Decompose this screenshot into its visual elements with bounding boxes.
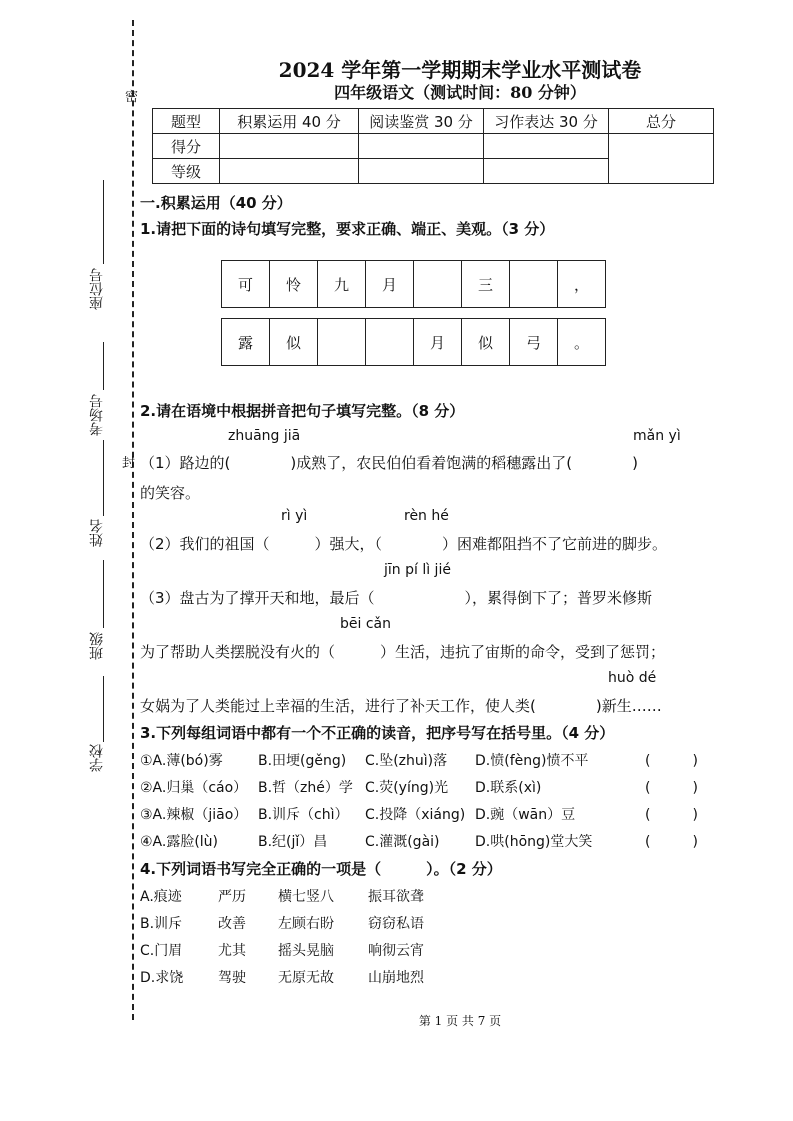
pinyin-beican: bēi cǎn bbox=[340, 616, 391, 632]
q3-option-b: B.纪(jǐ）昌 bbox=[258, 834, 328, 850]
q2-sentence2: （2）我们的祖国（ ）强大，（ ）困难都阻挡不了它前进的脚步。 bbox=[140, 535, 668, 553]
school-line[interactable] bbox=[103, 676, 104, 742]
poem-cell: 。 bbox=[558, 319, 606, 365]
seal-char-feng: 封 bbox=[122, 456, 136, 471]
q2-sentence3-line1: （3）盘古为了撑开天和地，最后（ ），累得倒下了；普罗米修斯 bbox=[140, 589, 653, 607]
poem-grid-row1 bbox=[221, 260, 606, 308]
q2-sentence1-line2: 的笑容。 bbox=[140, 484, 201, 502]
q4-prompt: 4.下列词语书写完全正确的一项是（ ）。（2 分） bbox=[140, 860, 502, 878]
poem-blank-cell[interactable] bbox=[366, 319, 414, 365]
q4-word: 响彻云宵 bbox=[368, 943, 424, 959]
q3-option-b: B.训斥（chì） bbox=[258, 807, 349, 823]
q4-word: 左顾右盼 bbox=[278, 916, 334, 932]
pinyin-renhe: rèn hé bbox=[404, 508, 449, 524]
poem-cell: 月 bbox=[366, 261, 414, 307]
q4-word: 摇头晃脑 bbox=[278, 943, 334, 959]
q3-option-c: C.投降（xiáng) bbox=[365, 807, 466, 823]
q2-sentence3-line3: 女娲为了人类能过上幸福的生活，进行了补天工作，使人类( )新生…… bbox=[140, 697, 662, 715]
seal-char-mi: 密 bbox=[125, 90, 139, 105]
page-number: 第 1 页 共 7 页 bbox=[418, 1014, 502, 1028]
exam-room-line[interactable] bbox=[103, 342, 104, 390]
seat-number-label: 座位号 bbox=[89, 268, 105, 310]
q3-option-a: ①A.薄(bó)雾 bbox=[140, 753, 223, 769]
grade-cell[interactable] bbox=[359, 159, 484, 184]
pinyin-manyi: mǎn yì bbox=[633, 428, 681, 444]
poem-cell: 三 bbox=[462, 261, 510, 307]
q3-option-a: ②A.归巢（cáo） bbox=[140, 780, 248, 796]
score-row-label: 得分 bbox=[153, 134, 220, 159]
q3-answer-blank[interactable]: ( ) bbox=[645, 753, 698, 769]
pinyin-riyi: rì yì bbox=[281, 508, 308, 524]
grade-cell[interactable] bbox=[484, 159, 609, 184]
q4-word: C.门眉 bbox=[140, 943, 183, 959]
q4-word: B.训斥 bbox=[140, 916, 183, 932]
poem-grid-row2 bbox=[221, 318, 606, 366]
poem-cell: 怜 bbox=[270, 261, 318, 307]
score-cell[interactable] bbox=[220, 134, 359, 159]
score-header-accumulation: 积累运用 40 分 bbox=[220, 109, 359, 134]
poem-cell: 似 bbox=[462, 319, 510, 365]
q3-answer-blank[interactable]: ( ) bbox=[645, 834, 698, 850]
grade-row-label: 等级 bbox=[153, 159, 220, 184]
pinyin-jinpilijie: jīn pí lì jié bbox=[384, 562, 451, 578]
q2-prompt: 2.请在语境中根据拼音把句子填写完整。（8 分） bbox=[140, 402, 465, 420]
seal-line bbox=[132, 20, 134, 1020]
poem-blank-cell[interactable] bbox=[318, 319, 366, 365]
q3-option-a: ④A.露脸(lù) bbox=[140, 834, 219, 850]
exam-title: 2024 学年第一学期期末学业水平测试卷 bbox=[278, 58, 642, 82]
q4-word: 改善 bbox=[218, 916, 246, 932]
q3-option-a: ③A.辣椒（jiāo） bbox=[140, 807, 248, 823]
poem-cell: 露 bbox=[222, 319, 270, 365]
q1-prompt: 1.请把下面的诗句填写完整，要求正确、端正、美观。（3 分） bbox=[140, 220, 555, 238]
q4-word: 尤其 bbox=[218, 943, 246, 959]
q3-prompt: 3.下列每组词语中都有一个不正确的读音，把序号写在括号里。（4 分） bbox=[140, 724, 615, 742]
q3-answer-blank[interactable]: ( ) bbox=[645, 807, 698, 823]
poem-cell: 弓 bbox=[510, 319, 558, 365]
q2-sentence1-line1: （1）路边的( )成熟了，农民伯伯看着饱满的稻穗露出了( ) bbox=[140, 454, 638, 472]
total-score-cell[interactable] bbox=[609, 134, 714, 184]
score-header-reading: 阅读鉴赏 30 分 bbox=[359, 109, 484, 134]
q3-option-c: C.坠(zhuì)落 bbox=[365, 753, 448, 769]
exam-room-label: 考场号 bbox=[89, 394, 105, 436]
q4-word: 严历 bbox=[218, 889, 246, 905]
q3-option-d: D.联系(xì) bbox=[475, 780, 542, 796]
poem-cell: ， bbox=[558, 261, 606, 307]
q4-word: 振耳欲聋 bbox=[368, 889, 424, 905]
grade-cell[interactable] bbox=[220, 159, 359, 184]
score-cell[interactable] bbox=[359, 134, 484, 159]
class-line[interactable] bbox=[103, 560, 104, 628]
pinyin-huode: huò dé bbox=[608, 670, 657, 686]
q4-word: D.求饶 bbox=[140, 970, 184, 986]
q4-word: 山崩地烈 bbox=[368, 970, 424, 986]
poem-cell: 九 bbox=[318, 261, 366, 307]
poem-cell: 月 bbox=[414, 319, 462, 365]
poem-cell: 可 bbox=[222, 261, 270, 307]
seat-number-line[interactable] bbox=[103, 180, 104, 264]
q3-option-b: B.田埂(gěng) bbox=[258, 753, 347, 769]
q3-answer-blank[interactable]: ( ) bbox=[645, 780, 698, 796]
q3-option-d: D.豌（wān）豆 bbox=[475, 807, 576, 823]
score-header-type: 题型 bbox=[153, 109, 220, 134]
q2-sentence3-line2: 为了帮助人类摆脱没有火的（ ）生活，违抗了宙斯的命令，受到了惩罚； bbox=[140, 643, 666, 661]
q3-option-b: B.哲（zhé）学 bbox=[258, 780, 353, 796]
q4-word: 横七竖八 bbox=[278, 889, 334, 905]
section-title: 一.积累运用（40 分） bbox=[140, 194, 292, 212]
pinyin-zhuangjia: zhuāng jiā bbox=[228, 428, 301, 444]
q4-word: A.痕迹 bbox=[140, 889, 182, 905]
q3-option-c: C.灌溉(gài) bbox=[365, 834, 440, 850]
q4-word: 无原无故 bbox=[278, 970, 334, 986]
name-label: 姓名 bbox=[89, 519, 105, 547]
q3-option-d: D.哄(hōng)堂大笑 bbox=[475, 834, 593, 850]
exam-subtitle: 四年级语文（测试时间：80 分钟） bbox=[334, 83, 586, 102]
class-label: 班级 bbox=[89, 632, 105, 660]
poem-blank-cell[interactable] bbox=[510, 261, 558, 307]
score-table bbox=[152, 108, 714, 184]
q4-word: 驾驶 bbox=[218, 970, 246, 986]
q3-option-d: D.愤(fèng)愤不平 bbox=[475, 753, 589, 769]
q3-option-c: C.荧(yíng)光 bbox=[365, 780, 449, 796]
score-header-total: 总分 bbox=[609, 109, 714, 134]
school-label: 学校 bbox=[89, 744, 105, 772]
poem-cell: 似 bbox=[270, 319, 318, 365]
poem-blank-cell[interactable] bbox=[414, 261, 462, 307]
name-line[interactable] bbox=[103, 440, 104, 516]
score-header-writing: 习作表达 30 分 bbox=[484, 109, 609, 134]
score-cell[interactable] bbox=[484, 134, 609, 159]
q4-word: 窃窃私语 bbox=[368, 916, 424, 932]
